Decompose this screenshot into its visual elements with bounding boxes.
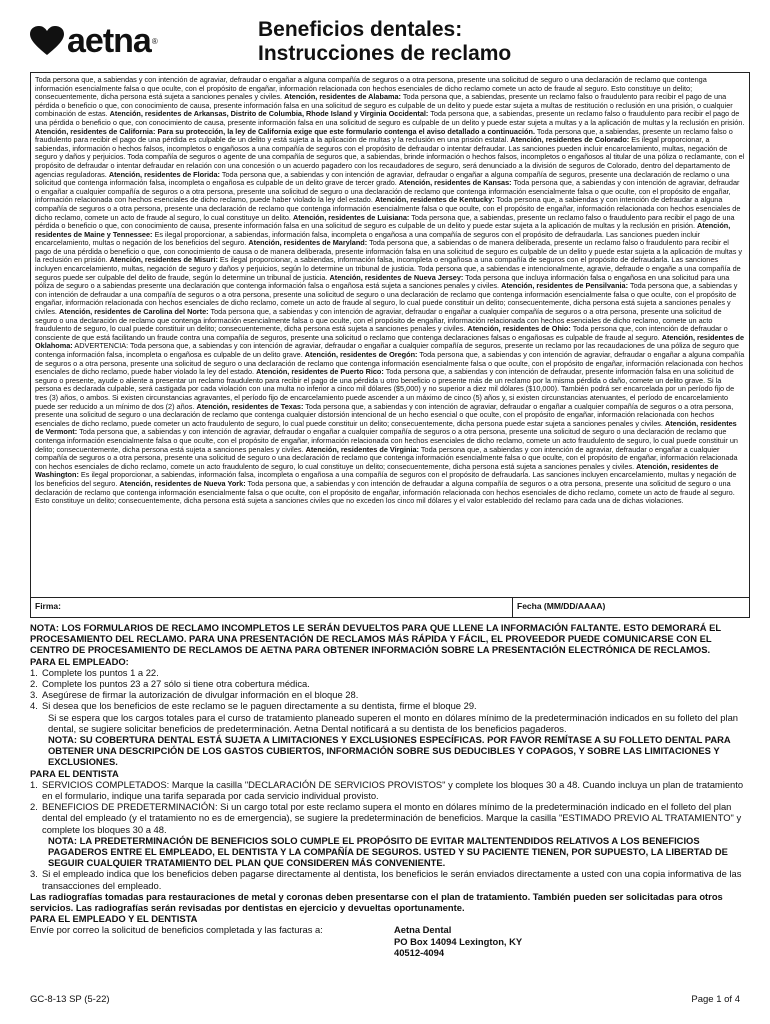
virginia-text: Toda persona que, a sabiendas y con intención de agraviar, defraudar o engañar a cualquier compañía de seguros o a otra persona, presente una solicitud de seguro o una declaración de reclamo que contenga información esencialmente falsa o que oculte, con el propósito de engañar, información relacionada con hechos esenciales de dicho reclamo, comete un acto fraudulento de seguro, lo cual constituye un delito; consecuentemente, dicha persona está sujeta a sanciones penales y civiles.	[35, 444, 738, 471]
coverage-limitations-note: NOTA: SU COBERTURA DENTAL ESTÁ SUJETA A LIMITACIONES Y EXCLUSIONES ESPECÍFICAS. POR FAVOR REMÍTASE A SU FOLLETO DENTAL PARA OBTENER UNA DESCRIPCIÓN DE LOS GASTOS CUBIERTOS, INFORMACIÓN SOBRE SUS DEDUCIBLES Y COPAGOS, Y SOBRE LAS LIMITACIONES Y EXCLUSIONES.	[48, 734, 731, 768]
address-line-2: PO Box 14094 Lexington, KY	[394, 935, 523, 947]
puertorico-label: Atención, residentes de Puerto Rico:	[256, 367, 384, 377]
northcarolina-text: Toda persona que, a sabiendas y con intención de agraviar, defraudar o engañar a cualquier compañía de seguros o a otra persona, presente una solicitud de seguro o una declaración de reclamo que contenga información esencialmente falsa o que oculte, con el propósito de engañar, información relacionada con hechos esenciales de dicho reclamo, comete un acto fraudulento de seguro, lo cual puede constituir un delito; consecuentemente, dicha persona está sujeta a sanciones penales y civiles.	[35, 307, 722, 334]
mailing-instructions	[30, 924, 750, 958]
pennsylvania-label: Atención, residentes de Pensilvania:	[501, 281, 629, 291]
oregon-text: Toda persona que, a sabiendas y con intención de agraviar, defraudar o engañar a alguna compañía de seguros o a otra persona, presente una solicitud de seguro o una declaración de reclamo que contenga información esencialmente falsa o que oculte, con el propósito de engañar, información relacionada con hechos esenciales de dicho reclamo, puede haber violado la ley del estado.	[35, 350, 745, 377]
oregon-label: Atención, residentes de Oregón:	[304, 350, 418, 359]
signature-row	[30, 597, 750, 618]
fraud-warning-text	[35, 76, 745, 506]
address-line-1: Aetna Dental	[394, 924, 452, 936]
washington-label: Atención, residentes de Washington:	[35, 461, 719, 480]
page-number: Page 1 of 4	[691, 994, 740, 1005]
address-line-3: 40512-4094	[394, 946, 445, 958]
signature-field[interactable]	[31, 598, 513, 617]
general-warning: Toda persona que, a sabiendas y con intención de agraviar, defraudar o engañar a alguna compañía de seguros o a otra persona, presente una solicitud de seguro o una declaración de reclamo que contenga información esencialmente falsa o que oculte, con el propósito de engañar, información relacionada con hechos esenciales de dicho reclamo comete un acto de fraude al seguro. Esto constituye un delito; consecuentemente, dicha persona está sujeta a sanciones penales y civiles.	[35, 75, 707, 102]
signature-label: Firma:	[35, 601, 61, 611]
employee-list	[30, 667, 750, 712]
oklahoma-label: Atención, residentes de Oklahoma:	[35, 332, 745, 351]
registered-mark: ®	[151, 36, 158, 46]
xray-note: Las radiografías tomadas para restauraciones de metal y coronas deben presentarse con el plan de tratamiento. También pueden ser solicitadas para otros servicios. Las radiografías serán revisadas por dentistas en ejercicio y devueltas oportunamente.	[30, 890, 723, 914]
florida-text: Toda persona que, a sabiendas y con intención de agraviar, defraudar o engañar a alguna compañía de seguros, presente una declaración de reclamo o una solicitud que contenga información falsa, incompleta o engañosa es culpable de un delito grave de tercer grado.	[35, 169, 730, 188]
title-line-1: Beneficios dentales:	[258, 18, 463, 41]
oklahoma-text: ADVERTENCIA: Toda persona que, a sabiendas y con intención de agraviar, defraudar o engañar a cualquier compañía de seguros, presente un reclamo por las recaudaciones de una póliza de seguro que contenga información falsa, incompleta o engañosa es culpable de un delito grave.	[35, 341, 739, 359]
california-text: Toda persona que, a sabiendas, presente un reclamo falso o fraudulento para recibir el pago de una pérdida es culpable de un delito y está sujeta a la aplicación de multas y la reclusión en una prisión estatal.	[35, 126, 733, 145]
texas-label: Atención, residentes de Texas:	[196, 401, 304, 411]
california-label: Atención, residentes de California: Para su protección, la ley de California exige que este formulario contenga el aviso detallado a continuación.	[35, 126, 535, 136]
list-item: 3. Asegúrese de firmar la autorización de divulgar información en el bloque 28.	[30, 689, 359, 701]
puertorico-text: Toda persona que, a sabiendas y con intención de defraudar, presente información falsa en una solicitud de seguro o presente, ayude o aliente a presentar un reclamo fraudulento para recibir el pago de una pérdida u otro beneficio o presente más de un reclamo por la misma pérdida o daño, comete un delito grave. Si la persona es declarada culpable, será castigada por cada violación con una multa no inferior a cinco mil dólares ($5,000) y no superior a diez mil dólares ($10,000). También podrá ser encarcelada por un período fijo de tres (3) años, o ambos. Si existen circunstancias agravantes, el período fijo de encarcelamiento puede ascender a un máximo de cinco (5) años y, si existen circunstancias atenuantes, el período de encarcelamiento puede ser reducido a un mínimo de dos (2) años.	[35, 367, 735, 411]
instructions-section	[30, 622, 750, 958]
list-item: 2. BENEFICIOS DE PREDETERMINACIÓN: Si un cargo total por este reclamo supera el monto en dólares mínimo de la predeterminación indicado en el folleto del plan dental del empleado (y el tratamiento no es de emergencia), se sugiere la predeterminación de beneficios. Marque la casilla "ESTIMADO PREVIO AL TRATAMIENTO" y complete los bloques 30 a 48.	[30, 801, 742, 835]
heart-icon	[30, 26, 64, 56]
alabama-text: Toda persona que, a sabiendas, presente un reclamo falso o fraudulento para recibir el pago de una pérdida o beneficio o que, con conocimiento de causa, presente información falsa en una solicitud de seguro es culpable de un delito y puede estar sujeta a multas de restitución o reclusión en una prisión, o cualquier combinación de estas.	[35, 92, 733, 119]
alabama-label: Atención, residentes de Alabama:	[284, 92, 401, 102]
louisiana-label: Atención, residentes de Luisiana:	[292, 212, 410, 222]
vermont-label: Atención, residentes de Vermont:	[35, 418, 737, 437]
maine-text: Es ilegal proporcionar, a sabiendas, información falsa, incompleta o engañosa a una compañía de seguros con el propósito de defraudarla. Las sanciones pueden incluir encarcelamiento, multas o negación de los beneficios del seguro.	[35, 229, 701, 248]
predetermination-suggestion: Si se espera que los cargos totales para el curso de tratamiento planeado superen el monto en dólares mínimo de la predeterminación indicados en su folleto del plan dental, se sugiere solicitar beneficios de predeterminación. Aetna Dental notificará a su dentista de los beneficios pagaderos.	[48, 711, 739, 734]
logo-text: aetna	[67, 22, 151, 60]
missouri-text: Es ilegal proporcionar, a sabiendas, información falsa, incompleta o engañosa a una compañía de seguros con el propósito de defraudarla. Las sanciones incluyen encarcelamiento, multas, negación de seguro y daños y perjuicios, según lo determine un tribunal de justicia. Toda persona que, a sabiendas e intencionalmente, agravie, defraude o engañe a una compañía de seguros puede ser culpable del delito de fraude, según lo determine un tribunal de justicia.	[35, 255, 741, 282]
kentucky-text: Toda persona que, a sabiendas y con intención de defraudar a alguna compañía de seguros o a otra persona, presente una declaración de reclamo que contenga información esencialmente falsa o que oculte, con el propósito de engañar, información relacionada con hechos esenciales de dicho reclamo, comete un acto de fraude al seguro, lo cual constituye un delito.	[35, 195, 741, 222]
page-title	[258, 18, 511, 66]
list-item: 4. Si desea que los beneficios de este reclamo se le paguen directamente a su dentista, firme el bloque 29.	[30, 700, 477, 712]
incomplete-form-note: NOTA: LOS FORMULARIOS DE RECLAMO INCOMPLETOS LE SERÁN DEVUELTOS PARA QUE LLENE LA INFORMACIÓN FALTANTE. ESTO DEMORARÁ EL PROCESAMIENTO DEL RECLAMO. PARA UNA PRESENTACIÓN DE RECLAMOS MÁS RÁPIDA Y FÁCIL, EL PROVEEDOR PUEDE COMUNICARSE CON EL CENTRO DE PROCESAMIENTO DE RECLAMOS DE AETNA PARA OBTENER INFORMACIÓN SOBRE LA PRESENTACIÓN ELECTRÓNICA DE RECLAMOS.	[30, 622, 721, 656]
kansas-text: Toda persona que, a sabiendas y con intención de agraviar, defraudar o engañar a cualquier compañía de seguros o a otra persona, presente una solicitud de seguro o una declaración de reclamo que contenga información esencialmente falsa o que oculte, con el propósito de engañar, información relacionada con hechos esenciales de dicho reclamo, puede haber violado la ley del estado.	[35, 178, 740, 205]
virginia-label: Atención, residentes de Virginia:	[305, 444, 419, 454]
list-item: 1. Complete los puntos 1 a 22.	[30, 666, 159, 678]
predetermination-note: NOTA: LA PREDETERMINACIÓN DE BENEFICIOS SOLO CUMPLE EL PROPÓSITO DE EVITAR MALTENTENDIDOS RELATIVOS A LOS BENEFICIOS PAGADEROS ENTRE EL EMPLEADO, EL DENTISTA Y LA COMPAÑÍA DE SEGUROS. USTED Y SU PACIENTE TIENEN, POR SUPUESTO, LA LIBERTAD DE SEGUIR CUALQUIER TRATAMIENTO DEL PLAN QUE CONSIDEREN MÁS CONVENIENTE.	[48, 834, 728, 869]
newyork-label: Atención, residentes de Nueva York:	[119, 478, 246, 488]
vermont-text: Toda persona que, a sabiendas y con intención de agraviar, defraudar o engañar a cualquier compañía de seguros o a otra persona, presente una solicitud de seguro o una declaración de reclamo que contenga información esencialmente falsa o que oculte, con el propósito de engañar, información relacionada con hechos esenciales de dicho reclamo, comete un acto fraudulento de seguro, lo cual puede constituir un delito; consecuentemente, dicha persona está sujeta a sanciones penales y civiles.	[35, 427, 738, 454]
list-item: 3. Si el empleado indica que los beneficios deben pagarse directamente al dentista, los beneficios le serán enviados directamente a usted con una copia informativa de las transacciones del empleado.	[30, 868, 742, 891]
page-header	[30, 18, 750, 76]
ohio-label: Atención, residentes de Ohio:	[467, 324, 571, 334]
form-code: GC-8-13 SP (5-22)	[30, 994, 110, 1005]
arkansas-text: Toda persona que, a sabiendas, presente un reclamo falso o fraudulento para recibir el pago de una pérdida o beneficio o que, con conocimiento de causa, presente información falsa en una solicitud de seguro es culpable de un delito y puede estar sujeta a multas y a la aplicación de multas y la reclusión en prisión.	[35, 109, 745, 127]
title-line-2: Instrucciones de reclamo	[258, 42, 512, 65]
newjersey-text: Toda persona que incluya información falsa o engañosa en una solicitud para una póliza de seguro o a sabiendas presente una declaración que contenga información falsa o engañosa está sujeta a sanciones penales y civiles.	[35, 272, 730, 291]
arkansas-label: Atención, residentes de Arkansas, Distrito de Columbia, Rhode Island y Virginia Occidental:	[109, 109, 429, 119]
mailing-address	[394, 924, 522, 958]
list-item: 2. Complete los puntos 23 a 27 sólo si tiene otra cobertura médica.	[30, 678, 310, 690]
aetna-logo	[30, 24, 158, 58]
fraud-warning-box	[30, 72, 750, 597]
newyork-text: Toda persona que, a sabiendas y con intención de defraudar a alguna compañía de seguros o a otra persona, presente una solicitud de seguro o una declaración de reclamo que contenga información esencialmente falsa o que oculte, con el propósito de engañar, información relacionada con hechos esenciales de dicho reclamo, comete un acto de fraude al seguro. Esto constituye un delito; consecuentemente, dicha persona está sujeta a sanciones civiles que no exceden los cinco mil dólares y el valor establecido del reclamo para cada una de dichas violaciones.	[35, 478, 735, 506]
dentist-heading: PARA EL DENTISTA	[30, 767, 119, 779]
date-label: Fecha (MM/DD/AAAA)	[517, 601, 606, 611]
northcarolina-label: Atención, residentes de Carolina del Norte:	[58, 307, 209, 317]
maryland-label: Atención, residentes de Maryland:	[248, 238, 368, 248]
colorado-text: Es ilegal proporcionar, a sabiendas, información o hechos falsos, incompletos o engañosos a una compañía de seguros con el propósito de defraudar o intentar defraudar. Las sanciones pueden incluir encarcelamiento, multas, negación de seguro y daños y perjuicios. Toda compañía de seguros o agente de una compañía de seguros que, a sabiendas, brinde información o hechos falsos, incompletos o engañosos al titular de una póliza o reclamante, con el propósito de defraudar o intentar defraudar en relación con una concesión o un acuerdo pagadero con los recaudadores de seguro, será denunciado a la división de seguros de Colorado, dentro del departamento de agencias reguladoras.	[35, 135, 745, 179]
newjersey-label: Atención, residentes de Nueva Jersey:	[329, 272, 464, 282]
florida-label: Atención, residentes de Florida:	[108, 169, 220, 179]
kentucky-label: Atención, residentes de Kentucky:	[374, 195, 495, 205]
list-item: 1. SERVICIOS COMPLETADOS: Marque la casilla "DECLARACIÓN DE SERVICIOS PROVISTOS" y complete los bloques 30 a 48. Cuando incluya un plan de tratamiento en el formulario, indique una tarifa separada por cada servicio individual provisto.	[30, 778, 744, 802]
missouri-label: Atención, residentes de Misuri:	[109, 255, 218, 265]
both-heading: PARA EL EMPLEADO Y EL DENTISTA	[30, 913, 198, 925]
louisiana-text: Toda persona que, a sabiendas, presente un reclamo falso o fraudulento para recibir el pago de una pérdida o beneficio o que, con conocimiento de causa, presente información falsa en una solicitud de seguro es culpable de un delito y puede estar sujeta a la aplicación de multas y la reclusión en prisión.	[35, 212, 735, 231]
kansas-label: Atención, residentes de Kansas:	[398, 178, 512, 188]
maryland-text: Toda persona que, a sabiendas o de manera deliberada, presente un reclamo falso o fraudulento para recibir el pago de una pérdida o beneficio o que, con conocimiento de causa o de manera deliberada, presente información falsa en una solicitud de seguro es culpable de un delito y puede estar sujeta a la aplicación de multas y la reclusión en prisión.	[35, 238, 743, 265]
texas-text: Toda persona que, a sabiendas y con intención de agraviar, defraudar o engañar a cualquier compañía de seguros o a otra persona, presente una solicitud de seguro o una declaración de reclamo que contenga cualquier distorsión intencional de un hecho esencial o que oculte, con el propósito de engañar, información relacionada con hechos esenciales de dicho reclamo, puede cometer un acto fraudulento de seguro, lo cual puede constituir un delito; consecuentemente, dicha persona puede estar sujeta a sanciones penales y civiles.	[35, 401, 734, 428]
colorado-label: Atención, residentes de Colorado:	[510, 135, 630, 145]
date-field[interactable]	[513, 598, 749, 617]
ohio-text: Toda persona que, con intención de defraudar o consciente de que está facilitando un fraude contra una compañía de seguros, presente una solicitud o reclamo que contenga declaraciones falsas o engañosas es culpable de fraude al seguro.	[35, 324, 728, 342]
washington-text: Es ilegal proporcionar, a sabiendas, información falsa, incompleta o engañosa a una compañía de seguros con el propósito de defraudarla. Las sanciones incluyen encarcelamiento, multas y negación de los beneficios del seguro.	[35, 470, 737, 488]
employee-heading: PARA EL EMPLEADO:	[30, 655, 129, 667]
pennsylvania-text: Toda persona que, a sabiendas y con intención de defraudar a una compañía de seguros o a otra persona, presente una solicitud de seguro o una declaración de reclamo que contenga información esencialmente falsa o que oculte, con el propósito de engañar, información relacionada con hechos esenciales de dicho reclamo, comete un acto de fraude al seguro, lo cual puede constituir un delito; consecuentemente, dicha persona está sujeta a sanciones penales y civiles.	[35, 281, 738, 317]
mail-text: Envíe por correo la solicitud de beneficios completada y las facturas a:	[30, 924, 323, 936]
maine-label: Atención, residentes de Maine y Tennessee:	[35, 221, 731, 239]
